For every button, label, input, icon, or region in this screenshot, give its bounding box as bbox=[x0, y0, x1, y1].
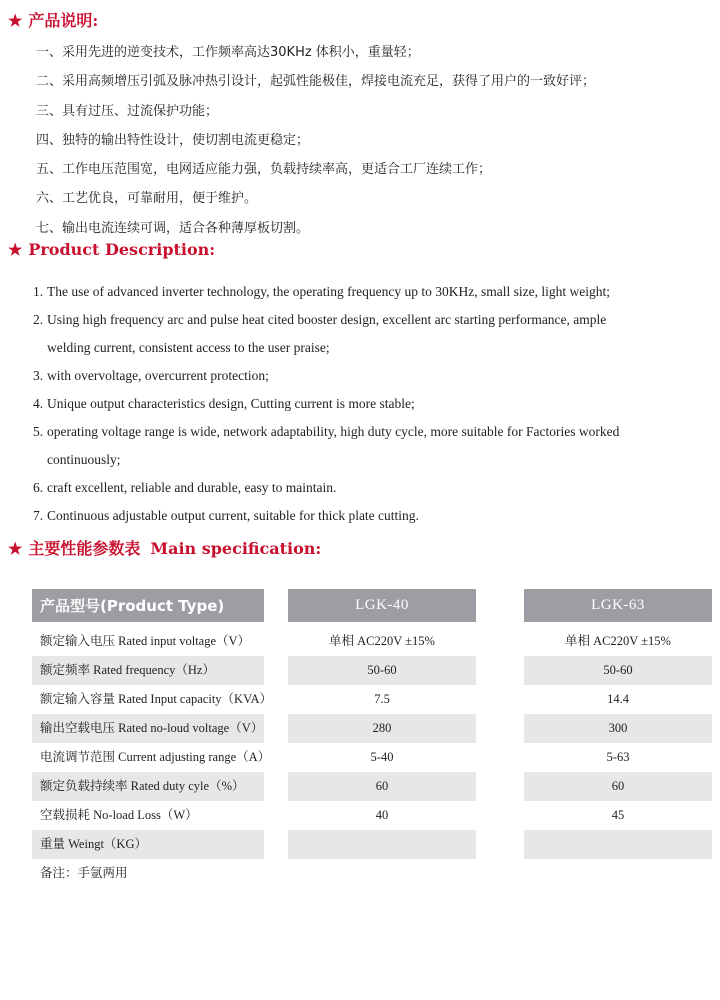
en-feature-item bbox=[33, 418, 713, 474]
en-feature-item bbox=[33, 474, 713, 502]
spec-value-lgk63 bbox=[524, 830, 712, 859]
spec-value-lgk40: 40 bbox=[375, 808, 389, 822]
en-item-text: operating voltage range is wide, network adaptability, high duty cycle, more suitable for Factories worked bbox=[47, 424, 620, 439]
en-item-number: 2. bbox=[33, 312, 44, 327]
spec-row-label: 空载损耗 No-load Loss（W） bbox=[40, 808, 198, 822]
spec-value-lgk63: 60 bbox=[524, 772, 712, 801]
en-feature-item bbox=[33, 390, 713, 418]
spec-row-no-load-voltage bbox=[0, 714, 720, 743]
spec-row-input-capacity bbox=[0, 685, 720, 714]
cn-feature-item: 五、工作电压范围宽，电网适应能力强，负载持续率高，更适合工厂连续工作； bbox=[36, 162, 492, 178]
en-item-number: 3. bbox=[33, 368, 44, 383]
en-description-title-text: Product Description: bbox=[28, 240, 216, 259]
spec-value-lgk40: 单相 AC220V ±15% bbox=[329, 634, 435, 648]
en-item-text: with overvoltage, overcurrent protection; bbox=[47, 368, 269, 383]
spec-value-lgk40: 60 bbox=[288, 772, 476, 801]
en-feature-item bbox=[33, 502, 713, 530]
spec-row-label: 额定负载持续率 Rated duty cyle（%） bbox=[32, 772, 264, 801]
spec-row-label: 额定输入容量 Rated Input capacity（KVA） bbox=[40, 692, 273, 706]
spec-value-lgk40 bbox=[288, 830, 476, 859]
spec-note: 备注：手氩两用 bbox=[40, 865, 128, 880]
en-item-number: 5. bbox=[33, 424, 44, 439]
spec-row-label: 重量 Weingt（KG） bbox=[32, 830, 264, 859]
en-item-text: Using high frequency arc and pulse heat cited booster design, excellent arc starting performance, ample bbox=[47, 312, 607, 327]
cn-feature-item: 二、采用高频增压引弧及脉冲热引设计，起弧性能极佳，焊接电流充足，获得了用户的一致好评； bbox=[36, 74, 596, 90]
en-feature-item bbox=[33, 278, 713, 306]
spec-row-frequency bbox=[0, 656, 720, 685]
spec-row-label: 电流调节范围 Current adjusting range（A） bbox=[40, 750, 271, 764]
en-feature-item bbox=[33, 306, 713, 362]
spec-row-current-range bbox=[0, 743, 720, 772]
en-feature-list bbox=[33, 278, 713, 530]
spec-value-lgk63: 50-60 bbox=[524, 656, 712, 685]
en-item-continuation: welding current, consistent access to the user praise; bbox=[47, 340, 330, 355]
en-feature-item bbox=[33, 362, 713, 390]
spec-table bbox=[0, 627, 720, 859]
spec-value-lgk63: 5-63 bbox=[606, 750, 630, 764]
en-item-text: Unique output characteristics design, Cutting current is more stable; bbox=[47, 396, 415, 411]
spec-row-input-voltage bbox=[0, 627, 720, 656]
spec-value-lgk40: 280 bbox=[288, 714, 476, 743]
en-item-text: Continuous adjustable output current, suitable for thick plate cutting. bbox=[47, 508, 419, 523]
spec-value-lgk63: 14.4 bbox=[607, 692, 629, 706]
en-item-text: The use of advanced inverter technology, the operating frequency up to 30KHz, small size, light weight; bbox=[47, 284, 610, 299]
en-item-text: craft excellent, reliable and durable, easy to maintain. bbox=[47, 480, 337, 495]
spec-title-cn: 主要性能参数表 bbox=[28, 539, 141, 558]
spec-row-no-load-loss bbox=[0, 801, 720, 830]
spec-row-label: 输出空载电压 Rated no-loud voltage（V） bbox=[32, 714, 264, 743]
spec-header-model-lgk63: LGK-63 bbox=[524, 589, 712, 622]
spec-value-lgk63: 45 bbox=[611, 808, 625, 822]
spec-value-lgk63: 300 bbox=[524, 714, 712, 743]
en-item-number: 7. bbox=[33, 508, 44, 523]
spec-value-lgk40: 5-40 bbox=[370, 750, 394, 764]
cn-feature-item: 六、工艺优良，可靠耐用，便于维护。 bbox=[36, 191, 258, 207]
cn-feature-list bbox=[36, 43, 595, 248]
spec-header-model-lgk40: LGK-40 bbox=[288, 589, 476, 622]
en-item-number: 1. bbox=[33, 284, 44, 299]
cn-feature-item: 四、独特的输出特性设计，使切割电流更稳定； bbox=[36, 132, 310, 148]
cn-feature-item: 七、输出电流连续可调，适合各种薄厚板切割。 bbox=[36, 220, 310, 236]
spec-value-lgk40: 7.5 bbox=[374, 692, 390, 706]
cn-description-title bbox=[8, 8, 98, 31]
spec-row-label: 额定输入电压 Rated input voltage（V） bbox=[40, 634, 251, 648]
en-item-number: 6. bbox=[33, 480, 44, 495]
spec-row-label: 额定频率 Rated frequency（Hz） bbox=[32, 656, 264, 685]
spec-title-en: Main specification: bbox=[150, 539, 322, 558]
spec-value-lgk40: 50-60 bbox=[288, 656, 476, 685]
spec-row-duty-cycle bbox=[0, 772, 720, 801]
star-icon: ★ bbox=[8, 539, 23, 558]
cn-description-title-text: 产品说明: bbox=[28, 11, 99, 30]
cn-feature-item: 三、具有过压、过流保护功能； bbox=[36, 103, 219, 119]
spec-value-lgk63: 单相 AC220V ±15% bbox=[565, 634, 671, 648]
en-item-number: 4. bbox=[33, 396, 44, 411]
cn-feature-item: 一、采用先进的逆变技术，工作频率高达30KHz 体积小，重量轻； bbox=[36, 45, 420, 60]
star-icon: ★ bbox=[8, 240, 23, 259]
en-item-continuation: continuously; bbox=[47, 452, 121, 467]
en-description-title bbox=[8, 240, 215, 259]
spec-header-product-type: 产品型号(Product Type) bbox=[32, 589, 264, 622]
star-icon: ★ bbox=[8, 11, 23, 30]
spec-row-weight bbox=[0, 830, 720, 859]
spec-title bbox=[8, 536, 321, 559]
